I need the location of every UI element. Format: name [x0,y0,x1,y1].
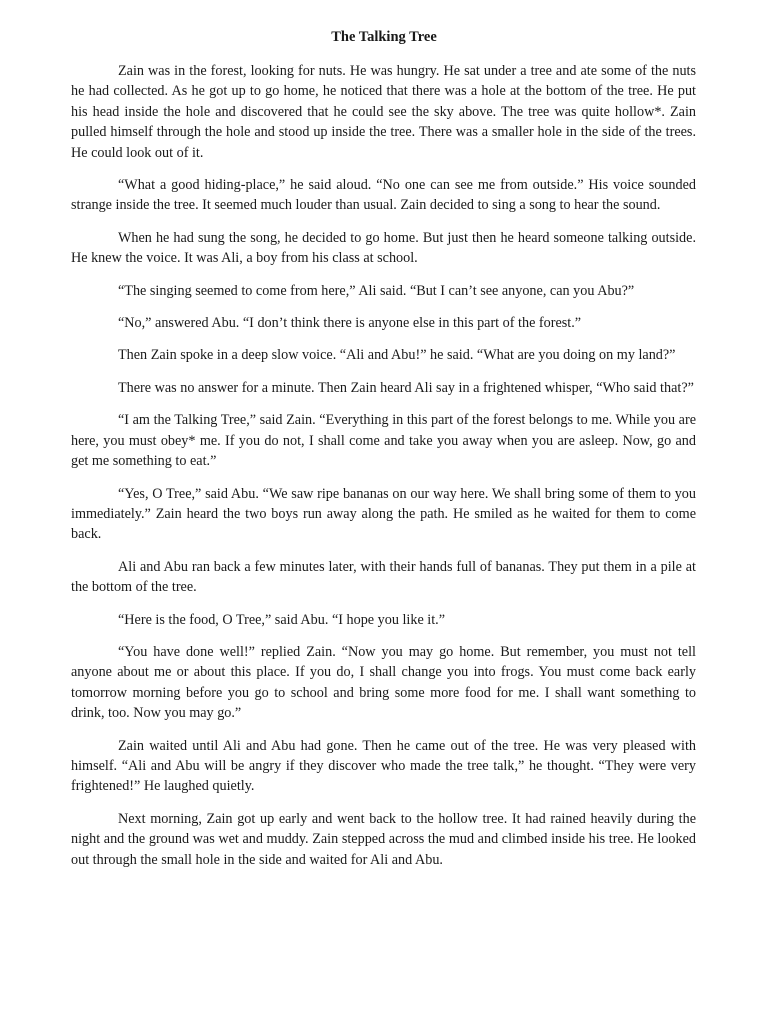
paragraph: Then Zain spoke in a deep slow voice. “Ali and Abu!” he said. “What are you doing on my land?” [118,347,676,364]
paragraph: There was no answer for a minute. Then Zain heard Ali say in a frightened whisper, “Who said that?” [118,379,694,396]
paragraph: Ali and Abu ran back a few minutes later, with their hands full of bananas. They put them in a pile at the bottom of the tree. [71,558,696,596]
story-body [71,61,696,882]
paragraph: “Yes, O Tree,” said Abu. “We saw ripe bananas on our way here. We shall bring some of them to you immediately.” Zain heard the two boys run away along the path. He smiled as he waited for them to come back. [71,485,696,543]
paragraph: Next morning, Zain got up early and went back to the hollow tree. It had rained heavily during the night and the ground was wet and muddy. Zain stepped across the mud and climbed inside his tree. He looked out through the small hole in the side and waited for Ali and Abu. [71,810,696,868]
paragraph: Zain waited until Ali and Abu had gone. Then he came out of the tree. He was very pleased with himself. “Ali and Abu will be angry if they discover who made the tree talk,” he thought. “They were very frightened!” He laughed quietly. [71,737,696,795]
paragraph: “You have done well!” replied Zain. “Now you may go home. But remember, you must not tell anyone about me or about this place. If you do, I shall change you into frogs. You must come back early tomorrow morning before you go to school and bring some more food for me. I shall want something to drink, too. Now you may go.” [71,643,696,722]
paragraph: “Here is the food, O Tree,” said Abu. “I hope you like it.” [118,611,446,628]
story-title: The Talking Tree [331,29,437,45]
paragraph: “The singing seemed to come from here,” Ali said. “But I can’t see anyone, can you Abu?” [118,282,635,299]
paragraph: “I am the Talking Tree,” said Zain. “Everything in this part of the forest belongs to me. While you are here, you must obey* me. If you do not, I shall come and take you away when you are asleep. Now, go and get me something to eat.” [71,412,696,470]
paragraph: “No,” answered Abu. “I don’t think there is anyone else in this part of the forest.” [118,315,582,332]
paragraph: “What a good hiding-place,” he said aloud. “No one can see me from outside.” His voice sounded strange inside the tree. It seemed much louder than usual. Zain decided to sing a song to hear the sound. [71,177,696,214]
paragraph: When he had sung the song, he decided to go home. But just then he heard someone talking outside. He knew the voice. It was Ali, a boy from his class at school. [71,229,696,267]
paragraph: Zain was in the forest, looking for nuts. He was hungry. He sat under a tree and ate some of the nuts he had collected. As he got up to go home, he noticed that there was a hole at the bottom of the tree. He put his head inside the hole and discovered that he could see the sky above. The tree was quite hollow*. Zain pulled himself through the hole and stood up inside the tree. There was a smaller hole in the side of the trees. He could look out of it. [71,63,696,161]
